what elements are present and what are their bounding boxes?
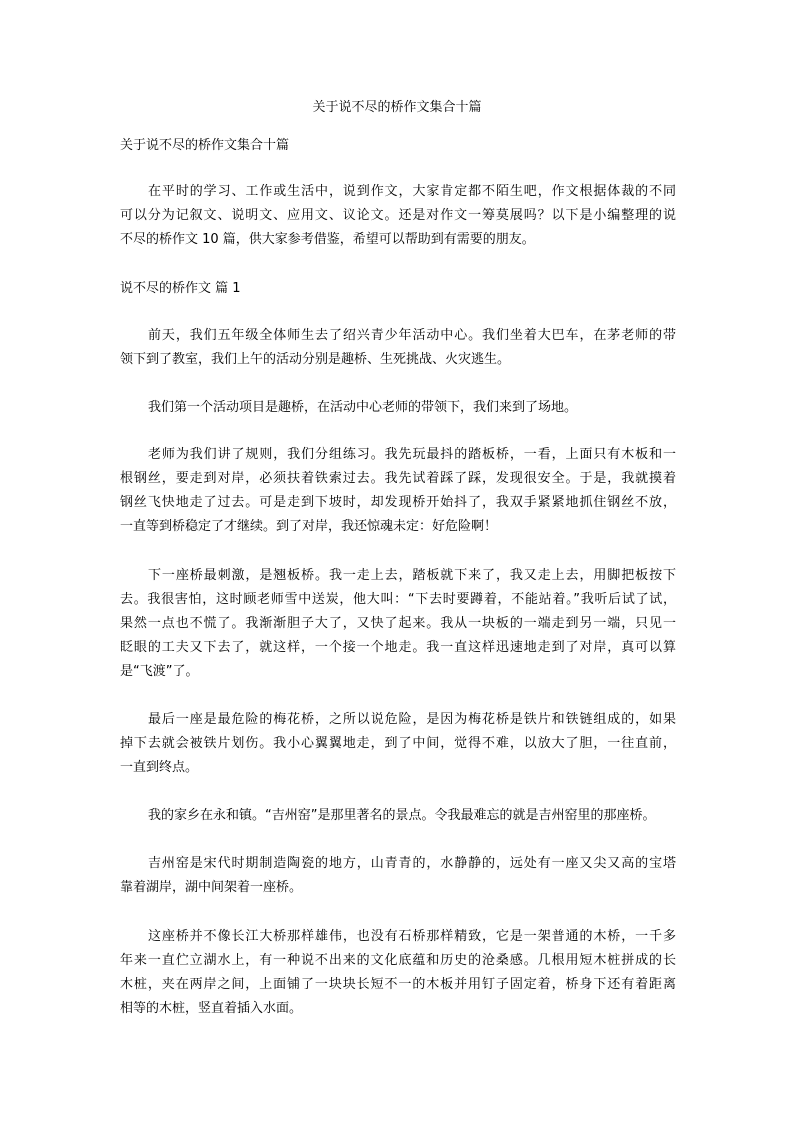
document-title: 关于说不尽的桥作文集合十篇 [312, 100, 482, 115]
body-paragraph [120, 443, 676, 539]
body-paragraph [120, 396, 676, 420]
text-line: 钢丝飞快地走了过去。可是走到下坡时，却发现桥开始抖了，我双手紧紧地抓住钢丝不放， [120, 495, 676, 510]
text-line: 在平时的学习、工作或生活中，说到作文，大家肯定都不陌生吧，作文根据体裁的不同 [148, 184, 676, 199]
text-line: 木桩，夹在两岸之间，上面铺了一块块长短不一的木板并用钉子固定着，桥身下还有着距离 [120, 977, 676, 992]
text-line: 吉州窑是宋代时期制造陶瓷的地方，山青青的，水静静的，远处有一座又尖又高的宝塔 [148, 856, 676, 871]
section-heading: 说不尽的桥作文 篇 1 [120, 281, 241, 296]
text-line: 我的家乡在永和镇。“吉州窑”是那里著名的景点。令我最难忘的就是吉州窑里的那座桥。 [148, 808, 656, 823]
text-line: 一直等到桥稳定了才继续。到了对岸，我还惊魂未定：好危险啊！ [120, 519, 498, 534]
text-line: 是“飞渡”了。 [120, 664, 199, 679]
text-line: 掉下去就会被铁片划伤。我小心翼翼地走，到了中间，觉得不难，以放大了胆，一往直前， [120, 736, 676, 751]
text-line: 靠着湖岸，湖中间架着一座桥。 [120, 880, 303, 895]
intro-paragraph [120, 180, 676, 252]
text-line: 眨眼的工夫又下去了，就这样，一个接一个地走。我一直这样迅速地走到了对岸，真可以算 [120, 640, 676, 655]
text-line: 不尽的桥作文 10 篇，供大家参考借鉴，希望可以帮助到有需要的朋友。 [120, 232, 535, 247]
text-line: 前天，我们五年级全体师生去了绍兴青少年活动中心。我们坐着大巴车，在茅老师的带 [148, 328, 676, 343]
body-paragraph [120, 852, 676, 900]
document-subtitle: 关于说不尽的桥作文集合十篇 [120, 138, 290, 153]
text-line: 我们第一个活动项目是趣桥，在活动中心老师的带领下，我们来到了场地。 [148, 400, 578, 415]
text-line: 去。我很害怕，这时顾老师雪中送炭，他大叫：“下去时要蹲着，不能站着。”我听后试了试， [120, 592, 676, 607]
text-line: 果然一点也不慌了。我渐渐胆子大了，又快了起来。我从一块板的一端走到另一端，只见一 [120, 616, 676, 631]
text-line: 最后一座是最危险的梅花桥，之所以说危险，是因为梅花桥是铁片和铁链组成的，如果 [148, 712, 676, 727]
body-paragraph [120, 804, 676, 828]
text-line: 根钢丝，要走到对岸，必须扶着铁索过去。我先试着踩了踩，发现很安全。于是，我就摸着 [120, 471, 676, 486]
body-paragraph [120, 564, 676, 684]
text-line: 下一座桥最刺激，是翘板桥。我一走上去，踏板就下来了，我又走上去，用脚把板按下 [148, 568, 676, 583]
text-line: 一直到终点。 [120, 760, 199, 775]
text-line: 领下到了教室，我们上午的活动分别是趣桥、生死挑战、火灾逃生。 [120, 352, 511, 367]
text-line: 这座桥并不像长江大桥那样雄伟，也没有石桥那样精致，它是一架普通的木桥，一千多 [148, 929, 676, 944]
text-line: 可以分为记叙文、说明文、应用文、议论文。还是对作文一筹莫展吗？以下是小编整理的说 [120, 208, 676, 223]
text-line: 老师为我们讲了规则，我们分组练习。我先玩最抖的踏板桥，一看，上面只有木板和一 [148, 447, 676, 462]
text-line: 相等的木桩，竖直着插入水面。 [120, 1001, 303, 1016]
body-paragraph [120, 925, 676, 1021]
body-paragraph [120, 708, 676, 780]
text-line: 年来一直伫立湖水上，有一种说不出来的文化底蕴和历史的沧桑感。几根用短木桩拼成的长 [120, 953, 676, 968]
body-paragraph [120, 324, 676, 372]
